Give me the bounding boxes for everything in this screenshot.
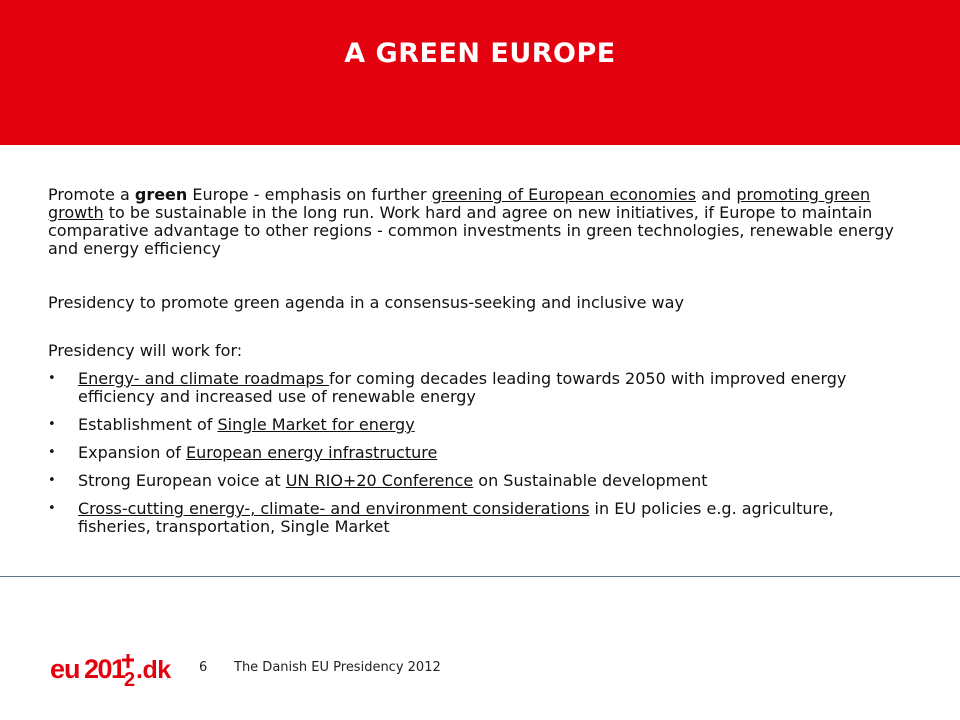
intro-bold-green: green bbox=[134, 185, 188, 204]
logo-text-eu: eu bbox=[50, 654, 80, 684]
priority-list bbox=[48, 370, 910, 536]
priority-post: on Sustainable development bbox=[473, 471, 708, 490]
intro-text-c: and bbox=[696, 185, 737, 204]
priority-pre: Strong European voice at bbox=[78, 471, 286, 490]
footer-divider bbox=[0, 576, 960, 577]
intro-underline-greening: greening of European economies bbox=[431, 185, 697, 204]
logo-text-year: 201 bbox=[84, 654, 125, 684]
priority-underline: Cross-cutting energy-, climate- and environment considerations bbox=[78, 499, 590, 518]
priority-underline: UN RIO+20 Conference bbox=[285, 471, 474, 490]
intro-text-d: to be sustainable in the long run. Work hard and agree on new initiatives, if Europe to maintain comparative advantage to other regions - common investments in green technologies, renewable energy and energy efficiency bbox=[48, 203, 894, 258]
consensus-paragraph: Presidency to promote green agenda in a consensus-seeking and inclusive way bbox=[48, 293, 684, 312]
priority-item-single-market bbox=[48, 416, 910, 434]
slide-title: A GREEN EUROPE bbox=[344, 38, 616, 69]
eu2012-logo bbox=[48, 648, 178, 688]
footer-presidency: The Danish EU Presidency 2012 bbox=[234, 660, 441, 675]
priority-item-cross-cutting bbox=[48, 500, 910, 536]
work-for-heading: Presidency will work for: bbox=[48, 341, 243, 360]
logo-text-two: 2 bbox=[124, 669, 136, 688]
priority-underline: Energy- and climate roadmaps bbox=[78, 369, 330, 388]
intro-paragraph bbox=[48, 186, 910, 258]
priority-post: in EU policies e.g. agriculture, fisheries, transportation, Single Market bbox=[78, 499, 834, 536]
priority-underline: Single Market for energy bbox=[217, 415, 415, 434]
priority-item-rio bbox=[48, 472, 910, 490]
priority-underline: European energy infrastructure bbox=[185, 443, 438, 462]
priority-post: for coming decades leading towards 2050 with improved energy efficiency and increased use of renewable energy bbox=[78, 369, 847, 406]
intro-text-a: Promote a bbox=[48, 185, 135, 204]
priority-item-roadmaps bbox=[48, 370, 910, 406]
slide-body bbox=[48, 186, 910, 546]
priority-item-infrastructure bbox=[48, 444, 910, 462]
intro-text-b: Europe - emphasis on further bbox=[187, 185, 432, 204]
page-number: 6 bbox=[199, 660, 208, 675]
priority-pre: Establishment of bbox=[78, 415, 218, 434]
logo-text-dk: .dk bbox=[136, 656, 171, 684]
title-banner bbox=[0, 0, 960, 145]
intro-underline-growth: promoting green growth bbox=[48, 185, 871, 222]
priority-pre: Expansion of bbox=[78, 443, 186, 462]
